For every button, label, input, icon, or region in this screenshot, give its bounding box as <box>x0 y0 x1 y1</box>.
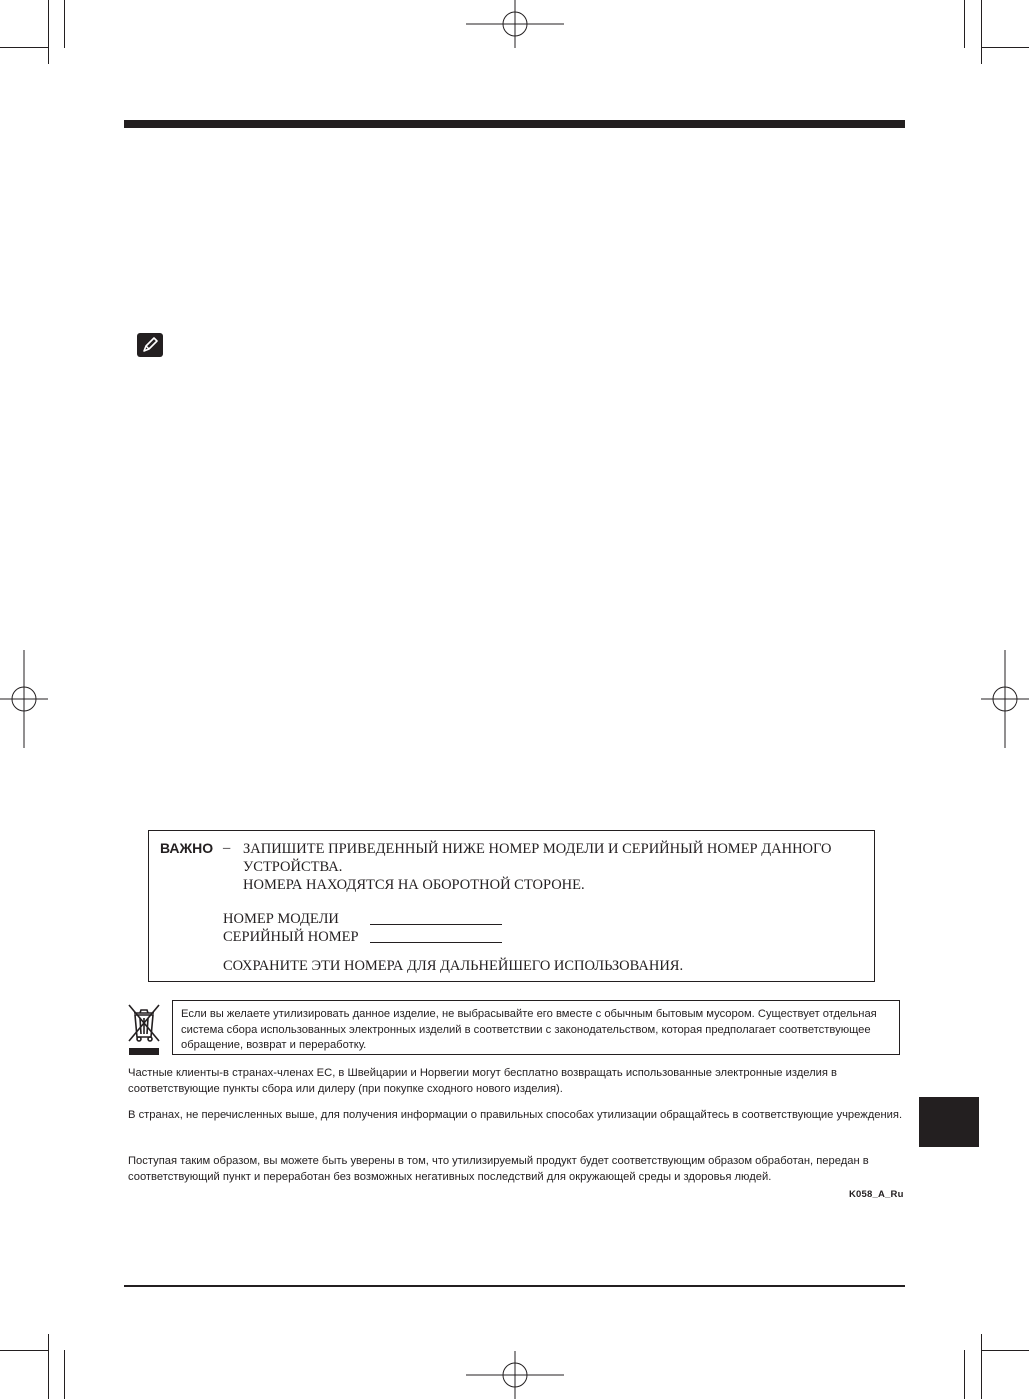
disposal-paragraph: Поступая таким образом, вы можете быть уверены в том, что утилизируемый продукт будет соответствующим образом обработан, передан в соответствующий пункт и переработан без возможных негативных последствий для окружающей среды и здоровья людей. <box>128 1155 869 1183</box>
crossed-out-wheelie-bin-icon <box>126 1001 162 1056</box>
crop-mark <box>981 1350 1029 1351</box>
disposal-paragraph: В странах, не перечисленных выше, для получения информации о правильных способах утилизации обращайтесь в соответствующие учреждения. <box>128 1109 903 1121</box>
disposal-paragraph: Частные клиенты-в странах-членах ЕС, в Швейцарии и Норвегии могут бесплатно возвращать использованные электронные изделия в соответствующие пункты сбора или дилеру (при покупке сходного нового изделия). <box>128 1067 837 1095</box>
crop-mark <box>48 0 49 64</box>
disposal-notice-box: Если вы желаете утилизировать данное изделие, не выбрасывайте его вместе с обычным бытовым мусором. Существует отдельная система сбора использованных электронных изделий в соответствии с законодательством, которая предполагает соответствующее обращение, возврат и переработку. <box>172 1000 900 1055</box>
crop-mark <box>48 1334 49 1399</box>
registration-mark-icon <box>0 650 48 748</box>
crop-mark <box>981 47 1029 48</box>
serial-number-blank[interactable] <box>370 942 502 943</box>
footer-rule <box>124 1285 905 1287</box>
model-number-label: НОМЕР МОДЕЛИ <box>223 911 339 927</box>
crop-mark <box>0 1350 48 1351</box>
crop-mark <box>981 1334 982 1399</box>
important-line: УСТРОЙСТВА. <box>243 859 343 875</box>
section-tab <box>919 1097 979 1147</box>
registration-mark-icon <box>981 650 1029 748</box>
crop-mark <box>64 1350 65 1399</box>
crop-mark <box>964 1350 965 1399</box>
serial-number-label: СЕРИЙНЫЙ НОМЕР <box>223 929 359 945</box>
crop-mark <box>981 0 982 64</box>
important-label: ВАЖНО <box>160 840 214 856</box>
important-line: ЗАПИШИТЕ ПРИВЕДЕННЫЙ НИЖЕ НОМЕР МОДЕЛИ И СЕРИЙНЫЙ НОМЕР ДАННОГО <box>243 841 832 857</box>
crop-mark <box>964 0 965 48</box>
important-dash: – <box>223 840 231 856</box>
important-text <box>243 840 863 894</box>
keep-numbers-text: СОХРАНИТЕ ЭТИ НОМЕРА ДЛЯ ДАЛЬНЕЙШЕГО ИСПОЛЬЗОВАНИЯ. <box>223 958 684 974</box>
crop-mark <box>64 0 65 48</box>
important-line: НОМЕРА НАХОДЯТСЯ НА ОБОРОТНОЙ СТОРОНЕ. <box>243 877 585 893</box>
note-pencil-icon <box>137 333 163 357</box>
registration-mark-icon <box>466 0 564 48</box>
document-code: K058_A_Ru <box>849 1189 904 1200</box>
model-number-blank[interactable] <box>370 924 502 925</box>
registration-mark-icon <box>466 1351 564 1399</box>
header-rule <box>124 120 905 128</box>
important-notice-box <box>148 830 875 982</box>
crop-mark <box>0 47 48 48</box>
